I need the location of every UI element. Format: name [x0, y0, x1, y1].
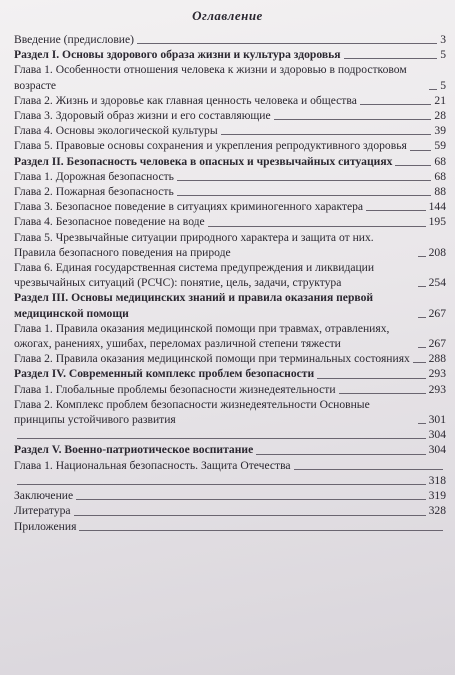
toc-page-number: 21 [434, 93, 446, 107]
toc-entry[interactable] [14, 473, 446, 488]
toc-leader-line [208, 226, 426, 227]
toc-page-number: 328 [428, 504, 446, 518]
toc-page-number: 59 [434, 139, 446, 153]
toc-chapter-entry[interactable] [14, 397, 446, 427]
toc-entry-text: Глава 2. Жизнь и здоровье как главная ценность человека и общества [14, 93, 357, 107]
toc-page-number: 304 [428, 443, 446, 457]
toc-entry-text: Глава 1. Правила оказания медицинской помощи при травмах, отравлениях, ожогах, ранениях, ушибах, переломах различной степени тяжести [14, 321, 390, 351]
toc-chapter-entry[interactable] [14, 108, 446, 123]
toc-entry-text: Глава 6. Единая государственная система предупреждения и ликвидации чрезвычайных ситуаций (РСЧС): понятие, цель, задачи, структура [14, 261, 375, 290]
toc-leader-line [221, 134, 432, 135]
toc-leader-line [418, 317, 426, 318]
toc-leader-line [76, 499, 425, 500]
toc-chapter-entry[interactable] [14, 123, 446, 138]
toc-page-number: 254 [428, 276, 446, 290]
toc-entry-text: Глава 3. Здоровый образ жизни и его составляющие [14, 109, 271, 123]
toc-page-number: 301 [428, 413, 446, 427]
toc-entry-text: Глава 4. Безопасное поведение на воде [14, 215, 205, 229]
toc-entry-text: Глава 1. Особенности отношения человека к жизни и здоровью в подростковом возрасте [14, 63, 407, 92]
toc-page-number: 88 [434, 185, 446, 199]
toc-entry-text: Глава 1. Национальная безопасность. Защита Отечества [14, 458, 291, 472]
toc-page-number: 39 [434, 124, 446, 138]
toc-leader-line [360, 104, 432, 105]
toc-entry-text: Глава 2. Комплекс проблем безопасности жизнедеятельности Основные принципы устойчивого развития [14, 397, 370, 427]
toc-page-number: 5 [440, 78, 446, 92]
toc-chapter-entry[interactable] [14, 62, 446, 92]
toc-entry-text: Глава 2. Правила оказания медицинской помощи при терминальных состояниях [14, 352, 410, 366]
toc-page-number: 3 [440, 33, 446, 46]
toc-chapter-entry[interactable] [14, 321, 446, 351]
toc-leader-line [74, 515, 426, 516]
toc-chapter-entry[interactable] [14, 260, 446, 290]
toc-chapter-entry[interactable] [14, 169, 446, 184]
page-title: Оглавление [192, 8, 263, 23]
toc-page-number: 195 [428, 215, 446, 229]
toc-entry-text: Раздел III. Основы медицинских знаний и правила оказания первой медицинской помощи [14, 291, 374, 320]
toc-entry-text: Раздел IV. Современный комплекс проблем безопасности [14, 367, 315, 381]
toc-leader-line [177, 195, 432, 196]
toc-leader-line [344, 58, 438, 59]
toc-chapter-entry[interactable] [14, 230, 446, 260]
toc-page-number: 267 [428, 337, 446, 351]
toc-entry[interactable] [14, 427, 446, 442]
toc-page-number: 293 [428, 382, 446, 396]
toc-leader-line [418, 286, 426, 287]
toc-leader-line [395, 165, 431, 166]
toc-page-number: 144 [428, 200, 446, 214]
toc-section-entry[interactable] [14, 366, 446, 381]
toc-chapter-entry[interactable] [14, 214, 446, 229]
toc-chapter-entry[interactable] [14, 184, 446, 199]
toc-entry-text: Литература [14, 504, 71, 518]
toc-chapter-entry[interactable] [14, 199, 446, 214]
toc-entry-text: Введение (предисловие) [14, 33, 135, 46]
toc-section-entry[interactable] [14, 290, 446, 320]
toc-chapter-entry[interactable] [14, 93, 446, 108]
toc-entry[interactable] [14, 519, 446, 534]
toc-entry-text: Раздел II. Безопасность человека в опасных и чрезвычайных ситуациях [14, 154, 393, 168]
toc-page-number: 304 [428, 428, 446, 442]
toc-page-number: 28 [434, 109, 446, 123]
toc-entry-text: Глава 1. Дорожная безопасность [14, 169, 174, 183]
toc-entry-text: Глава 3. Безопасное поведение в ситуациях криминогенного характера [14, 200, 364, 214]
toc-leader-line [410, 150, 432, 151]
toc-leader-line [418, 423, 426, 424]
toc-leader-line [366, 210, 426, 211]
toc-entry-text: Раздел I. Основы здорового образа жизни и культура здоровья [14, 48, 341, 62]
table-of-contents [14, 32, 446, 534]
toc-leader-line [418, 347, 426, 348]
toc-leader-line [294, 469, 443, 470]
toc-entry-text: Глава 1. Глобальные проблемы безопасности жизнедеятельности [14, 382, 336, 396]
toc-entry-text: Приложения [14, 519, 77, 533]
toc-entry-text: Глава 4. Основы экологической культуры [14, 124, 218, 138]
toc-section-entry[interactable] [14, 154, 446, 169]
toc-leader-line [79, 530, 443, 531]
toc-chapter-entry[interactable] [14, 138, 446, 153]
toc-page-number: 68 [434, 154, 446, 168]
toc-section-entry[interactable] [14, 47, 446, 62]
toc-leader-line [418, 256, 426, 257]
toc-entry-text: Глава 5. Чрезвычайные ситуации природного характера и защита от них. Правила безопасного поведения на природе [14, 230, 374, 259]
toc-page-number: 267 [428, 306, 446, 320]
toc-leader-line [317, 378, 425, 379]
toc-entry-text: Глава 2. Пожарная безопасность [14, 185, 174, 199]
toc-leader-line [17, 484, 426, 485]
toc-section-entry[interactable] [14, 442, 446, 457]
toc-entry[interactable] [14, 503, 446, 518]
toc-leader-line [177, 180, 431, 181]
toc-page-number: 319 [428, 489, 446, 503]
toc-entry-text: Глава 5. Правовые основы сохранения и укрепления репродуктивного здоровья [14, 139, 407, 153]
toc-page-number: 5 [440, 48, 446, 62]
toc-leader-line [137, 43, 437, 44]
toc-entry[interactable] [14, 32, 446, 47]
toc-page-number: 208 [428, 245, 446, 259]
toc-leader-line [413, 362, 426, 363]
toc-page-number: 68 [434, 169, 446, 183]
toc-page-number: 293 [428, 367, 446, 381]
toc-chapter-entry[interactable] [14, 458, 446, 473]
toc-chapter-entry[interactable] [14, 351, 446, 366]
toc-leader-line [274, 119, 432, 120]
toc-entry-text: Раздел V. Военно-патриотическое воспитание [14, 443, 254, 457]
toc-entry[interactable] [14, 488, 446, 503]
toc-leader-line [339, 393, 426, 394]
toc-leader-line [256, 454, 425, 455]
toc-page-number: 318 [428, 473, 446, 487]
toc-page-number: 288 [428, 352, 446, 366]
toc-leader-line [429, 89, 437, 90]
toc-entry-text: Заключение [14, 489, 74, 503]
toc-chapter-entry[interactable] [14, 382, 446, 397]
toc-leader-line [17, 438, 426, 439]
